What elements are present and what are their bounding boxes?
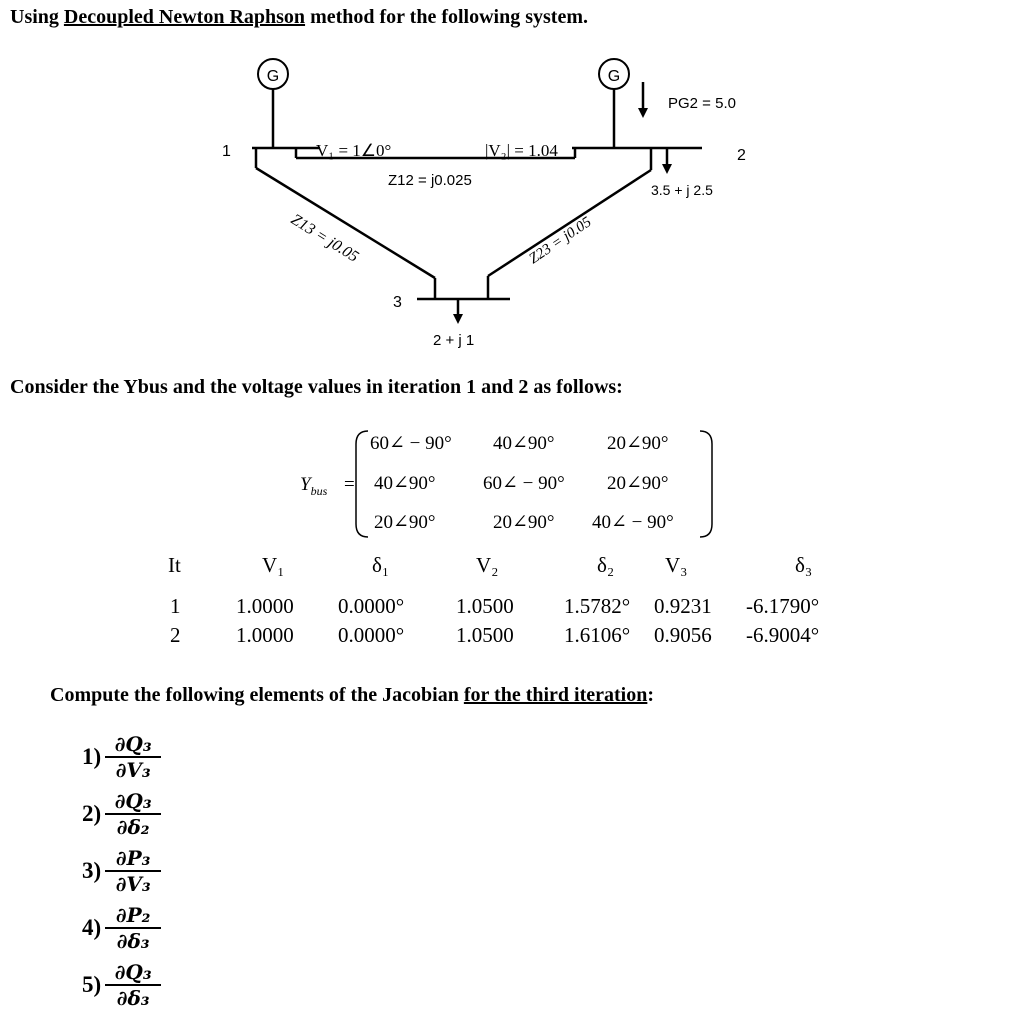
fraction-denominator: ∂V₃ (115, 872, 151, 896)
compute-suffix: : (647, 684, 655, 706)
table-cell: -6.9004° (746, 623, 820, 647)
ybus-r2c3: 20∠90° (607, 473, 669, 494)
question-3 (82, 846, 161, 896)
question-2 (82, 789, 161, 839)
table-header-it: It (168, 553, 181, 577)
table-cell: 1.6106° (564, 623, 631, 647)
fraction-denominator: ∂V₃ (115, 758, 151, 782)
question-number: 4) (82, 915, 102, 940)
table-header-d3: δ₃ (795, 553, 813, 577)
fraction-denominator: ∂δ₃ (116, 929, 150, 953)
ybus-label (300, 474, 327, 499)
ybus-equals: = (344, 474, 355, 495)
bus2-number: 2 (737, 147, 746, 164)
heading-suffix: method for the following system. (305, 6, 589, 28)
heading-prefix: Using (10, 6, 64, 28)
question-5 (82, 960, 161, 1010)
table-header-d1: δ₁ (372, 553, 390, 577)
fraction-numerator: ∂P₂ (115, 903, 151, 927)
question-number: 1) (82, 744, 102, 769)
pg2-label: PG2 = 5.0 (668, 95, 736, 112)
table-cell: 0.0000° (338, 594, 405, 618)
table-header-v3: V₃ (665, 553, 688, 577)
v2-label: |V₂| = 1.04 (485, 141, 558, 160)
question-number: 5) (82, 972, 102, 997)
consider-text: Consider the Ybus and the voltage values in iteration 1 and 2 as follows: (10, 376, 623, 398)
ybus-r1c2: 40∠90° (493, 433, 555, 454)
ybus-r1c1: 60∠ − 90° (370, 433, 452, 454)
table-cell: 1.0500 (456, 623, 514, 647)
ybus-label-main: Y (300, 474, 311, 495)
z23-label: Z23 = j0.05 (526, 214, 595, 268)
question-1 (82, 732, 161, 782)
ybus-r3c2: 20∠90° (493, 512, 555, 533)
ybus-r3c1: 20∠90° (374, 512, 436, 533)
ybus-r1c3: 20∠90° (607, 433, 669, 454)
table-cell: 0.0000° (338, 623, 405, 647)
gen1-symbol: G (266, 68, 280, 85)
z13-label: Z13 = j0.05 (287, 210, 362, 266)
ybus-r3c3: 40∠ − 90° (592, 512, 674, 533)
v1-label: V₁ = 1∠0° (316, 141, 392, 160)
table-cell: 0.9056 (654, 623, 712, 647)
table-header-d2: δ₂ (597, 553, 615, 577)
table-cell: 1.0000 (236, 623, 294, 647)
method-name: Decoupled Newton Raphson (63, 6, 306, 28)
table-header-v1: V₁ (262, 553, 285, 577)
table-cell: -6.1790° (746, 594, 820, 618)
table-header-v2: V₂ (476, 553, 499, 577)
table-cell: 1.5782° (564, 594, 631, 618)
ybus-r2c1: 40∠90° (374, 473, 436, 494)
fraction-denominator: ∂δ₃ (116, 986, 150, 1010)
question-4 (82, 903, 161, 953)
load3-label: 2 + j 1 (433, 332, 475, 349)
question-number: 2) (82, 801, 102, 826)
table-cell: 0.9231 (654, 594, 712, 618)
z12-label: Z12 = j0.025 (388, 172, 472, 189)
ybus-r2c2: 60∠ − 90° (483, 473, 565, 494)
bus3-number: 3 (393, 294, 402, 311)
load2-label: 3.5 + j 2.5 (651, 182, 713, 198)
fraction-numerator: ∂Q₃ (114, 960, 152, 984)
power-system-diagram (0, 0, 1010, 360)
table-cell: 2 (170, 623, 181, 647)
question-number: 3) (82, 858, 102, 883)
fraction-numerator: ∂Q₃ (114, 732, 152, 756)
bus1-number: 1 (222, 143, 231, 160)
ybus-label-sub: bus (310, 483, 328, 498)
table-cell: 1 (170, 594, 181, 618)
compute-emphasis: for the third iteration (463, 684, 648, 706)
gen2-symbol: G (607, 68, 621, 85)
compute-instruction (50, 684, 654, 707)
fraction-numerator: ∂Q₃ (114, 789, 152, 813)
compute-prefix: Compute the following elements of the Jacobian (50, 684, 464, 706)
table-cell: 1.0000 (236, 594, 294, 618)
fraction-numerator: ∂P₃ (115, 846, 151, 870)
fraction-denominator: ∂δ₂ (116, 815, 150, 839)
table-cell: 1.0500 (456, 594, 514, 618)
